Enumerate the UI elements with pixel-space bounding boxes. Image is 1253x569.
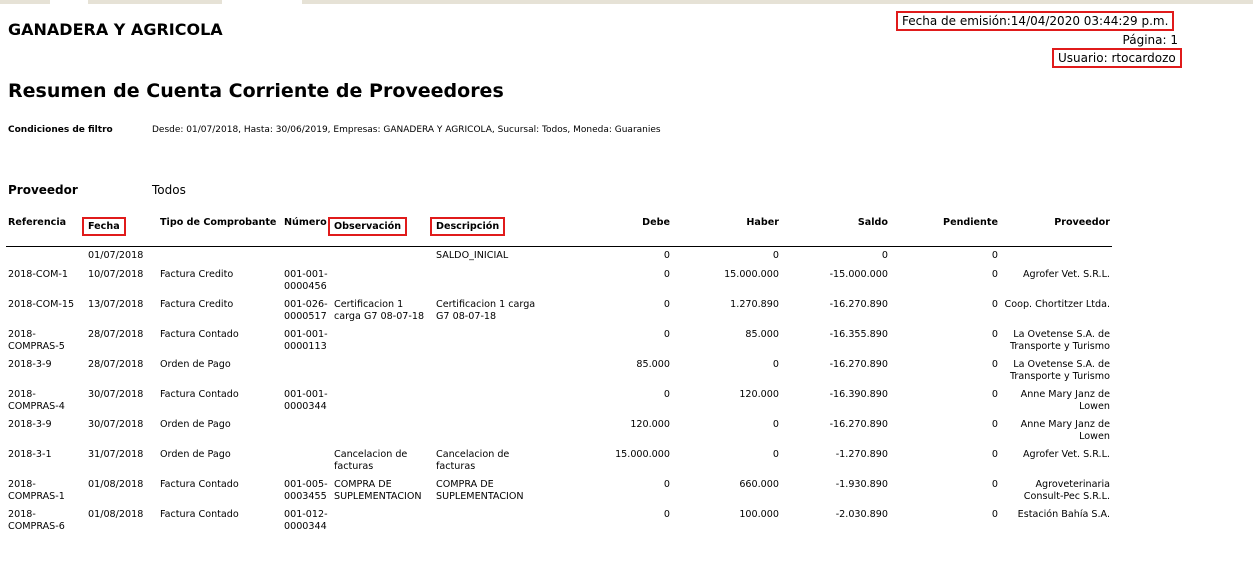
- cell-observacion: [332, 356, 434, 386]
- proveedor-label: Proveedor: [8, 183, 78, 197]
- cell-proveedor: Agrofer Vet. S.R.L.: [1022, 449, 1110, 460]
- table-row: [6, 506, 1112, 536]
- cell-descripcion: COMPRA DE SUPLEMENTACION: [436, 479, 524, 502]
- cell-tipo: Orden de Pago: [160, 449, 231, 460]
- cell-fecha: 30/07/2018: [88, 419, 144, 430]
- cell-haber: 0: [772, 359, 779, 370]
- tab-strip-tab[interactable]: [50, 0, 88, 4]
- cell-fecha: 01/07/2018: [88, 249, 144, 261]
- cell-haber: 0: [772, 249, 779, 261]
- cell-debe: 0: [663, 509, 670, 520]
- cell-descripcion: SALDO_INICIAL: [436, 249, 509, 261]
- filter-label: Condiciones de filtro: [8, 125, 113, 135]
- page-number: Página: 1: [1122, 33, 1178, 47]
- cell-haber: 15.000.000: [724, 269, 779, 280]
- cell-proveedor: La Ovetense S.A. de Transporte y Turismo: [1009, 359, 1110, 382]
- cell-saldo: 0: [881, 249, 888, 261]
- cell-proveedor: Agrofer Vet. S.R.L.: [1022, 269, 1110, 280]
- cell-tipo: Factura Contado: [160, 509, 239, 520]
- cell-numero: [282, 446, 332, 476]
- cell-observacion: [332, 506, 434, 536]
- cell-proveedor: Agroveterinaria Consult-Pec S.R.L.: [1023, 479, 1110, 502]
- cell-debe: 0: [663, 479, 670, 490]
- cell-referencia: 2018-COMPRAS-6: [8, 509, 65, 532]
- cell-descripcion: [434, 416, 544, 446]
- cell-descripcion: [434, 386, 544, 416]
- cell-referencia: 2018-3-1: [8, 449, 52, 460]
- cell-observacion: [332, 416, 434, 446]
- col-fecha: [86, 215, 158, 246]
- cell-tipo: Factura Contado: [160, 389, 239, 400]
- movements-table: [6, 215, 1112, 536]
- cell-observacion: [332, 386, 434, 416]
- col-observacion-label: Observación: [328, 217, 407, 236]
- cell-haber: 120.000: [739, 389, 779, 400]
- cell-pendiente: 0: [991, 479, 998, 490]
- cell-fecha: 10/07/2018: [88, 269, 144, 280]
- cell-referencia: 2018-COMPRAS-1: [8, 479, 65, 502]
- cell-pendiente: 0: [991, 299, 998, 310]
- cell-debe: 120.000: [630, 419, 670, 430]
- cell-haber: 0: [772, 419, 779, 430]
- user-name: Usuario: rtocardozo: [1052, 48, 1182, 68]
- cell-tipo: Factura Credito: [160, 269, 234, 280]
- cell-referencia: 2018-COM-15: [8, 299, 75, 310]
- cell-proveedor: [1000, 246, 1112, 266]
- cell-pendiente: 0: [991, 359, 998, 370]
- cell-numero: [282, 416, 332, 446]
- cell-tipo: [158, 246, 282, 266]
- cell-pendiente: 0: [991, 449, 998, 460]
- cell-numero: 001-005-0003455: [284, 479, 328, 502]
- cell-numero: [282, 246, 332, 266]
- cell-proveedor: Coop. Chortitzer Ltda.: [1004, 299, 1110, 310]
- cell-tipo: Orden de Pago: [160, 359, 231, 370]
- cell-proveedor: Estación Bahía S.A.: [1017, 509, 1110, 520]
- cell-fecha: 01/08/2018: [88, 479, 144, 490]
- cell-referencia: 2018-COMPRAS-4: [8, 389, 65, 412]
- cell-fecha: 31/07/2018: [88, 449, 144, 460]
- cell-haber: 100.000: [739, 509, 779, 520]
- cell-fecha: 13/07/2018: [88, 299, 144, 310]
- cell-referencia: 2018-COMPRAS-5: [8, 329, 65, 352]
- cell-saldo: -16.270.890: [829, 359, 888, 370]
- table-row: [6, 416, 1112, 446]
- col-referencia: Referencia: [6, 215, 86, 246]
- emission-date: Fecha de emisión:14/04/2020 03:44:29 p.m.: [896, 11, 1174, 31]
- cell-pendiente: 0: [991, 389, 998, 400]
- cell-haber: 1.270.890: [730, 299, 779, 310]
- cell-tipo: Orden de Pago: [160, 419, 231, 430]
- table-row: [6, 326, 1112, 356]
- cell-debe: 15.000.000: [615, 449, 670, 460]
- col-descripcion: [434, 215, 544, 246]
- cell-tipo: Factura Contado: [160, 329, 239, 340]
- cell-descripcion: Certificacion 1 carga G7 08-07-18: [436, 299, 536, 322]
- cell-pendiente: 0: [991, 509, 998, 520]
- cell-saldo: -16.270.890: [829, 419, 888, 430]
- cell-saldo: -1.270.890: [835, 449, 888, 460]
- col-numero: Número: [282, 215, 332, 246]
- cell-debe: 0: [663, 249, 670, 261]
- col-haber: Haber: [672, 215, 781, 246]
- cell-pendiente: 0: [991, 419, 998, 430]
- cell-saldo: -16.355.890: [829, 329, 888, 340]
- col-descripcion-label: Descripción: [430, 217, 505, 236]
- col-observacion: [332, 215, 434, 246]
- cell-saldo: -16.270.890: [829, 299, 888, 310]
- cell-observacion: [332, 266, 434, 296]
- col-tipo: Tipo de Comprobante: [158, 215, 282, 246]
- col-fecha-label: Fecha: [82, 217, 126, 236]
- cell-observacion: Cancelacion de facturas: [334, 449, 408, 472]
- cell-observacion: Certificacion 1 carga G7 08-07-18: [334, 299, 425, 322]
- table-row: [6, 266, 1112, 296]
- cell-numero: 001-012-0000344: [284, 509, 328, 532]
- cell-descripcion: Cancelacion de facturas: [436, 449, 510, 472]
- cell-proveedor: La Ovetense S.A. de Transporte y Turismo: [1009, 329, 1110, 352]
- col-debe: Debe: [544, 215, 672, 246]
- cell-debe: 0: [663, 389, 670, 400]
- cell-descripcion: [434, 326, 544, 356]
- cell-tipo: Factura Credito: [160, 299, 234, 310]
- cell-haber: 0: [772, 449, 779, 460]
- cell-numero: 001-001-0000113: [284, 329, 328, 352]
- cell-numero: [282, 356, 332, 386]
- cell-tipo: Factura Contado: [160, 479, 239, 490]
- cell-saldo: -1.930.890: [835, 479, 888, 490]
- cell-referencia: 2018-3-9: [8, 359, 52, 370]
- cell-debe: 0: [663, 299, 670, 310]
- table-row: [6, 356, 1112, 386]
- cell-pendiente: 0: [991, 249, 998, 261]
- table-header-row: [6, 215, 1112, 246]
- cell-observacion: [332, 246, 434, 266]
- tab-strip-tab[interactable]: [222, 0, 302, 4]
- cell-descripcion: [434, 356, 544, 386]
- cell-descripcion: [434, 266, 544, 296]
- cell-referencia: 2018-3-9: [8, 419, 52, 430]
- table-row: [6, 386, 1112, 416]
- table-row: [6, 246, 1112, 266]
- proveedor-value: Todos: [152, 183, 186, 197]
- cell-fecha: 01/08/2018: [88, 509, 144, 520]
- cell-pendiente: 0: [991, 329, 998, 340]
- cell-debe: 85.000: [636, 359, 670, 370]
- col-saldo: Saldo: [781, 215, 890, 246]
- table-row: [6, 296, 1112, 326]
- cell-numero: 001-026-0000517: [284, 299, 328, 322]
- cell-haber: 85.000: [745, 329, 779, 340]
- col-pendiente: Pendiente: [890, 215, 1000, 246]
- table-row: [6, 446, 1112, 476]
- cell-haber: 660.000: [739, 479, 779, 490]
- company-name: GANADERA Y AGRICOLA: [8, 20, 223, 39]
- cell-fecha: 30/07/2018: [88, 389, 144, 400]
- cell-numero: 001-001-0000344: [284, 389, 328, 412]
- cell-referencia: 2018-COM-1: [8, 269, 68, 280]
- cell-fecha: 28/07/2018: [88, 329, 144, 340]
- table-row: [6, 476, 1112, 506]
- report-title: Resumen de Cuenta Corriente de Proveedores: [8, 80, 504, 102]
- cell-saldo: -15.000.000: [829, 269, 888, 280]
- cell-proveedor: Anne Mary Janz de Lowen: [1020, 419, 1110, 442]
- cell-saldo: -16.390.890: [829, 389, 888, 400]
- cell-referencia: [6, 246, 86, 266]
- cell-debe: 0: [663, 329, 670, 340]
- cell-debe: 0: [663, 269, 670, 280]
- filter-conditions: Desde: 01/07/2018, Hasta: 30/06/2019, Empresas: GANADERA Y AGRICOLA, Sucursal: Todos, Moneda: Guaranies: [152, 125, 661, 135]
- cell-descripcion: [434, 506, 544, 536]
- cell-observacion: [332, 326, 434, 356]
- cell-proveedor: Anne Mary Janz de Lowen: [1020, 389, 1110, 412]
- cell-saldo: -2.030.890: [835, 509, 888, 520]
- cell-pendiente: 0: [991, 269, 998, 280]
- cell-numero: 001-001-0000456: [284, 269, 328, 292]
- browser-tab-strip: [0, 0, 1253, 4]
- table-body: [6, 246, 1112, 536]
- col-proveedor: Proveedor: [1000, 215, 1112, 246]
- cell-observacion: COMPRA DE SUPLEMENTACION: [334, 479, 422, 502]
- cell-fecha: 28/07/2018: [88, 359, 144, 370]
